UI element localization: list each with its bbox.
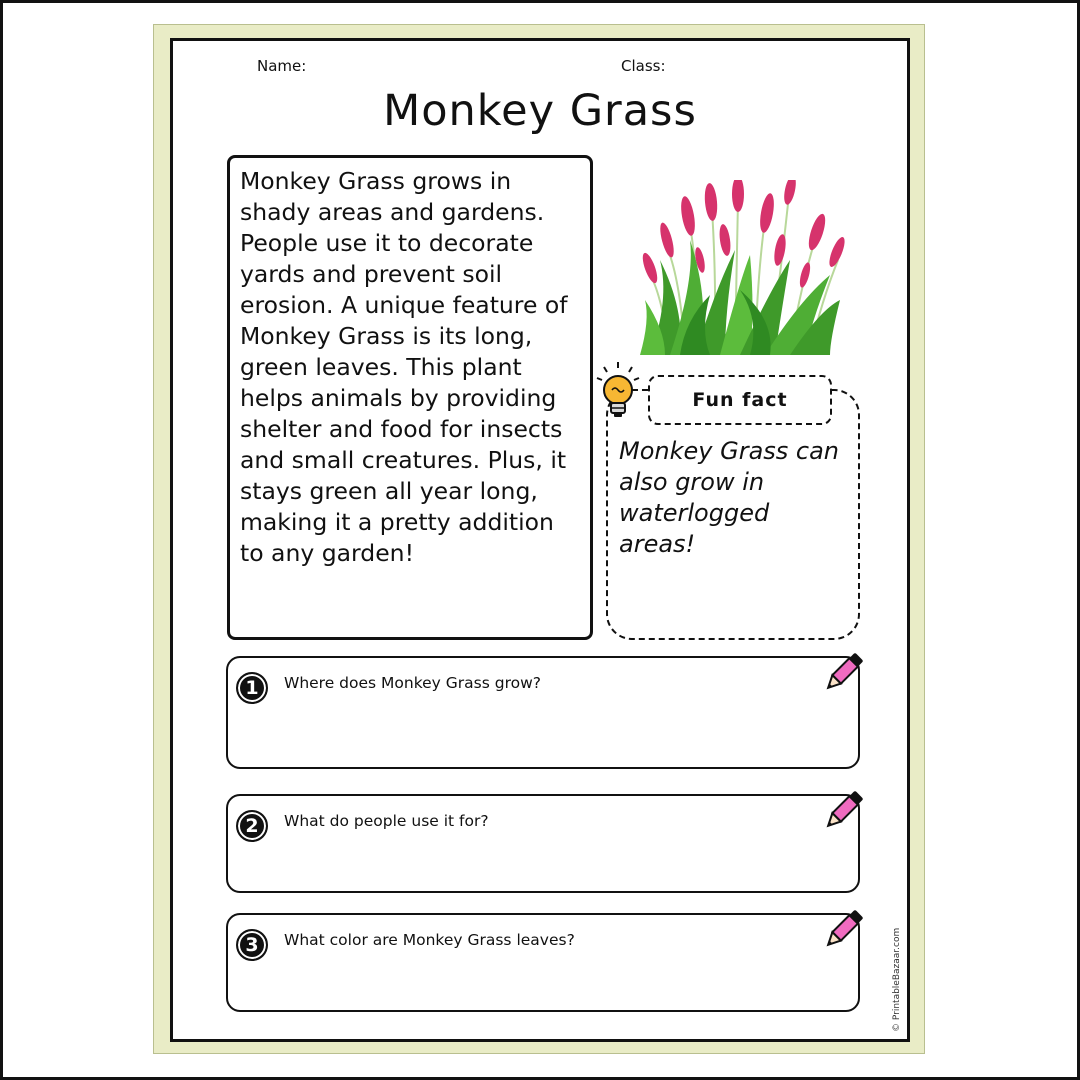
- lightbulb-icon: [594, 360, 644, 422]
- class-label: Class:: [621, 57, 666, 75]
- question-box-1[interactable]: [226, 656, 860, 769]
- copyright-credit: © PrintableBazaar.com: [892, 927, 902, 1032]
- pencil-icon: [818, 905, 868, 955]
- monkey-grass-illustration: [640, 180, 845, 355]
- pencil-icon: [818, 648, 868, 698]
- question-text: Where does Monkey Grass grow?: [284, 674, 541, 692]
- page-title: Monkey Grass: [383, 86, 697, 136]
- question-number-badge: 1: [236, 672, 268, 704]
- question-box-2[interactable]: [226, 794, 860, 893]
- fun-fact-text: Monkey Grass can also grow in waterlogged areas!: [619, 437, 840, 558]
- question-text: What color are Monkey Grass leaves?: [284, 931, 575, 949]
- name-label: Name:: [257, 57, 307, 75]
- question-box-3[interactable]: [226, 913, 860, 1012]
- question-text: What do people use it for?: [284, 812, 489, 830]
- question-number-badge: 3: [236, 929, 268, 961]
- question-number-badge: 2: [236, 810, 268, 842]
- reading-passage: Monkey Grass grows in shady areas and gardens. People use it to decorate yards and prevent soil erosion. A unique feature of Monkey Grass is its long, green leaves. This plant helps animals by providing shelter and food for insects and small creatures. Plus, it stays green all year long, making it a pretty addition to any garden!: [227, 155, 593, 640]
- fun-fact-label: Fun fact: [648, 375, 832, 425]
- pencil-icon: [818, 786, 868, 836]
